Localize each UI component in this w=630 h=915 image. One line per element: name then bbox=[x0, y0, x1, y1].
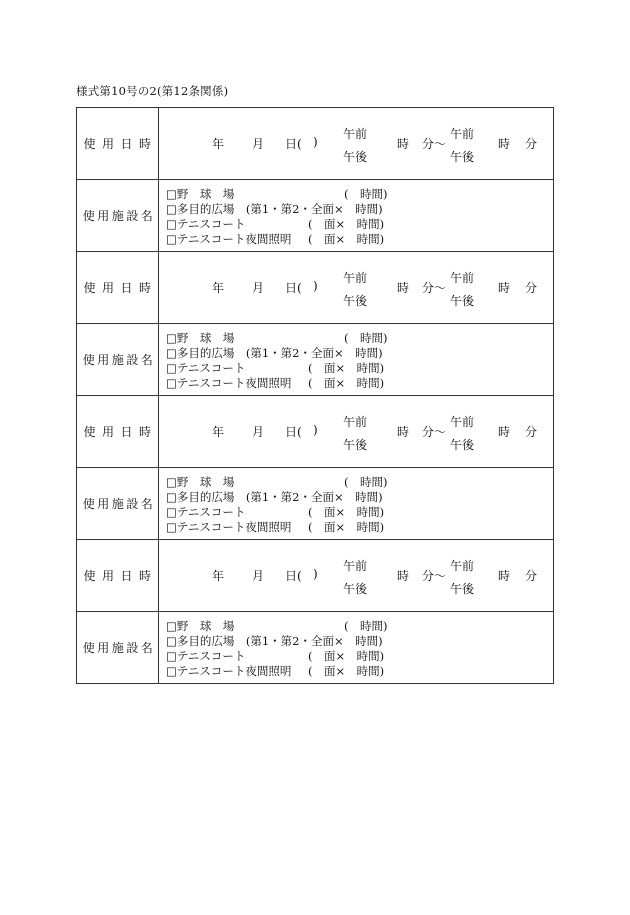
start-hour-unit: 時 bbox=[397, 281, 410, 295]
baseball-checkbox[interactable]: □野 球 場 bbox=[166, 619, 235, 633]
date-label: 使用日時 bbox=[77, 396, 159, 467]
tennis-hours[interactable]: ( 面× 時間) bbox=[308, 505, 385, 519]
start-pm[interactable]: 午後 bbox=[343, 294, 368, 308]
usage-form-table bbox=[76, 107, 554, 684]
baseball-hours[interactable]: ( 時間) bbox=[344, 475, 388, 489]
day-unit: 日( bbox=[285, 281, 302, 295]
night-lighting-checkbox[interactable]: □テニスコート夜間照明 bbox=[166, 664, 292, 678]
facility-row bbox=[77, 179, 553, 251]
facility-row bbox=[77, 323, 553, 395]
date-cell[interactable] bbox=[160, 396, 553, 467]
tennis-hours[interactable]: ( 面× 時間) bbox=[308, 649, 385, 663]
year-unit: 年 bbox=[212, 281, 225, 295]
baseball-hours[interactable]: ( 時間) bbox=[344, 619, 388, 633]
end-hour-unit: 時 bbox=[498, 281, 511, 295]
baseball-hours[interactable]: ( 時間) bbox=[344, 187, 388, 201]
facility-cell bbox=[160, 324, 553, 395]
night-lighting-checkbox[interactable]: □テニスコート夜間照明 bbox=[166, 376, 292, 390]
baseball-hours[interactable]: ( 時間) bbox=[344, 331, 388, 345]
date-cell[interactable] bbox=[160, 108, 553, 179]
end-pm[interactable]: 午後 bbox=[450, 294, 475, 308]
weekday-close: ) bbox=[313, 135, 318, 149]
month-unit: 月 bbox=[252, 569, 265, 583]
multipurpose-checkbox[interactable]: □多目的広場 (第1・第2・全面× 時間) bbox=[166, 490, 383, 504]
tennis-hours[interactable]: ( 面× 時間) bbox=[308, 217, 385, 231]
baseball-checkbox[interactable]: □野 球 場 bbox=[166, 475, 235, 489]
start-minute-tilde: 分～ bbox=[422, 281, 447, 295]
end-minute-unit: 分 bbox=[525, 569, 538, 583]
start-hour-unit: 時 bbox=[397, 137, 410, 151]
month-unit: 月 bbox=[252, 425, 265, 439]
start-pm[interactable]: 午後 bbox=[343, 438, 368, 452]
facility-row bbox=[77, 467, 553, 539]
weekday-close: ) bbox=[313, 567, 318, 581]
night-lighting-hours[interactable]: ( 面× 時間) bbox=[308, 232, 385, 246]
date-label: 使用日時 bbox=[77, 252, 159, 323]
year-unit: 年 bbox=[212, 569, 225, 583]
night-lighting-hours[interactable]: ( 面× 時間) bbox=[308, 664, 385, 678]
facility-cell bbox=[160, 468, 553, 539]
facility-cell bbox=[160, 180, 553, 251]
tennis-checkbox[interactable]: □テニスコート bbox=[166, 505, 246, 519]
facility-label: 使用施設名 bbox=[77, 324, 159, 395]
weekday-close: ) bbox=[313, 279, 318, 293]
start-am[interactable]: 午前 bbox=[343, 559, 368, 573]
date-row bbox=[77, 539, 553, 611]
weekday-close: ) bbox=[313, 423, 318, 437]
facility-label: 使用施設名 bbox=[77, 468, 159, 539]
end-minute-unit: 分 bbox=[525, 281, 538, 295]
start-am[interactable]: 午前 bbox=[343, 127, 368, 141]
end-am[interactable]: 午前 bbox=[450, 559, 475, 573]
date-row bbox=[77, 108, 553, 179]
day-unit: 日( bbox=[285, 425, 302, 439]
tennis-hours[interactable]: ( 面× 時間) bbox=[308, 361, 385, 375]
start-minute-tilde: 分～ bbox=[422, 569, 447, 583]
multipurpose-checkbox[interactable]: □多目的広場 (第1・第2・全面× 時間) bbox=[166, 634, 383, 648]
start-hour-unit: 時 bbox=[397, 425, 410, 439]
tennis-checkbox[interactable]: □テニスコート bbox=[166, 649, 246, 663]
start-pm[interactable]: 午後 bbox=[343, 150, 368, 164]
facility-row bbox=[77, 611, 553, 683]
date-cell[interactable] bbox=[160, 252, 553, 323]
multipurpose-checkbox[interactable]: □多目的広場 (第1・第2・全面× 時間) bbox=[166, 202, 383, 216]
start-minute-tilde: 分～ bbox=[422, 137, 447, 151]
month-unit: 月 bbox=[252, 281, 265, 295]
end-pm[interactable]: 午後 bbox=[450, 438, 475, 452]
start-pm[interactable]: 午後 bbox=[343, 582, 368, 596]
month-unit: 月 bbox=[252, 137, 265, 151]
date-row bbox=[77, 251, 553, 323]
start-minute-tilde: 分～ bbox=[422, 425, 447, 439]
night-lighting-checkbox[interactable]: □テニスコート夜間照明 bbox=[166, 232, 292, 246]
night-lighting-checkbox[interactable]: □テニスコート夜間照明 bbox=[166, 520, 292, 534]
date-label: 使用日時 bbox=[77, 540, 159, 611]
end-minute-unit: 分 bbox=[525, 137, 538, 151]
date-row bbox=[77, 395, 553, 467]
start-am[interactable]: 午前 bbox=[343, 415, 368, 429]
end-hour-unit: 時 bbox=[498, 569, 511, 583]
facility-cell bbox=[160, 612, 553, 683]
end-am[interactable]: 午前 bbox=[450, 415, 475, 429]
end-am[interactable]: 午前 bbox=[450, 271, 475, 285]
day-unit: 日( bbox=[285, 137, 302, 151]
end-am[interactable]: 午前 bbox=[450, 127, 475, 141]
facility-label: 使用施設名 bbox=[77, 180, 159, 251]
baseball-checkbox[interactable]: □野 球 場 bbox=[166, 331, 235, 345]
night-lighting-hours[interactable]: ( 面× 時間) bbox=[308, 376, 385, 390]
year-unit: 年 bbox=[212, 425, 225, 439]
night-lighting-hours[interactable]: ( 面× 時間) bbox=[308, 520, 385, 534]
tennis-checkbox[interactable]: □テニスコート bbox=[166, 217, 246, 231]
multipurpose-checkbox[interactable]: □多目的広場 (第1・第2・全面× 時間) bbox=[166, 346, 383, 360]
end-hour-unit: 時 bbox=[498, 425, 511, 439]
start-hour-unit: 時 bbox=[397, 569, 410, 583]
baseball-checkbox[interactable]: □野 球 場 bbox=[166, 187, 235, 201]
end-minute-unit: 分 bbox=[525, 425, 538, 439]
year-unit: 年 bbox=[212, 137, 225, 151]
date-label: 使用日時 bbox=[77, 108, 159, 179]
day-unit: 日( bbox=[285, 569, 302, 583]
facility-label: 使用施設名 bbox=[77, 612, 159, 683]
end-pm[interactable]: 午後 bbox=[450, 582, 475, 596]
tennis-checkbox[interactable]: □テニスコート bbox=[166, 361, 246, 375]
date-cell[interactable] bbox=[160, 540, 553, 611]
end-pm[interactable]: 午後 bbox=[450, 150, 475, 164]
start-am[interactable]: 午前 bbox=[343, 271, 368, 285]
form-title: 様式第10号の2(第12条関係) bbox=[76, 84, 229, 98]
end-hour-unit: 時 bbox=[498, 137, 511, 151]
